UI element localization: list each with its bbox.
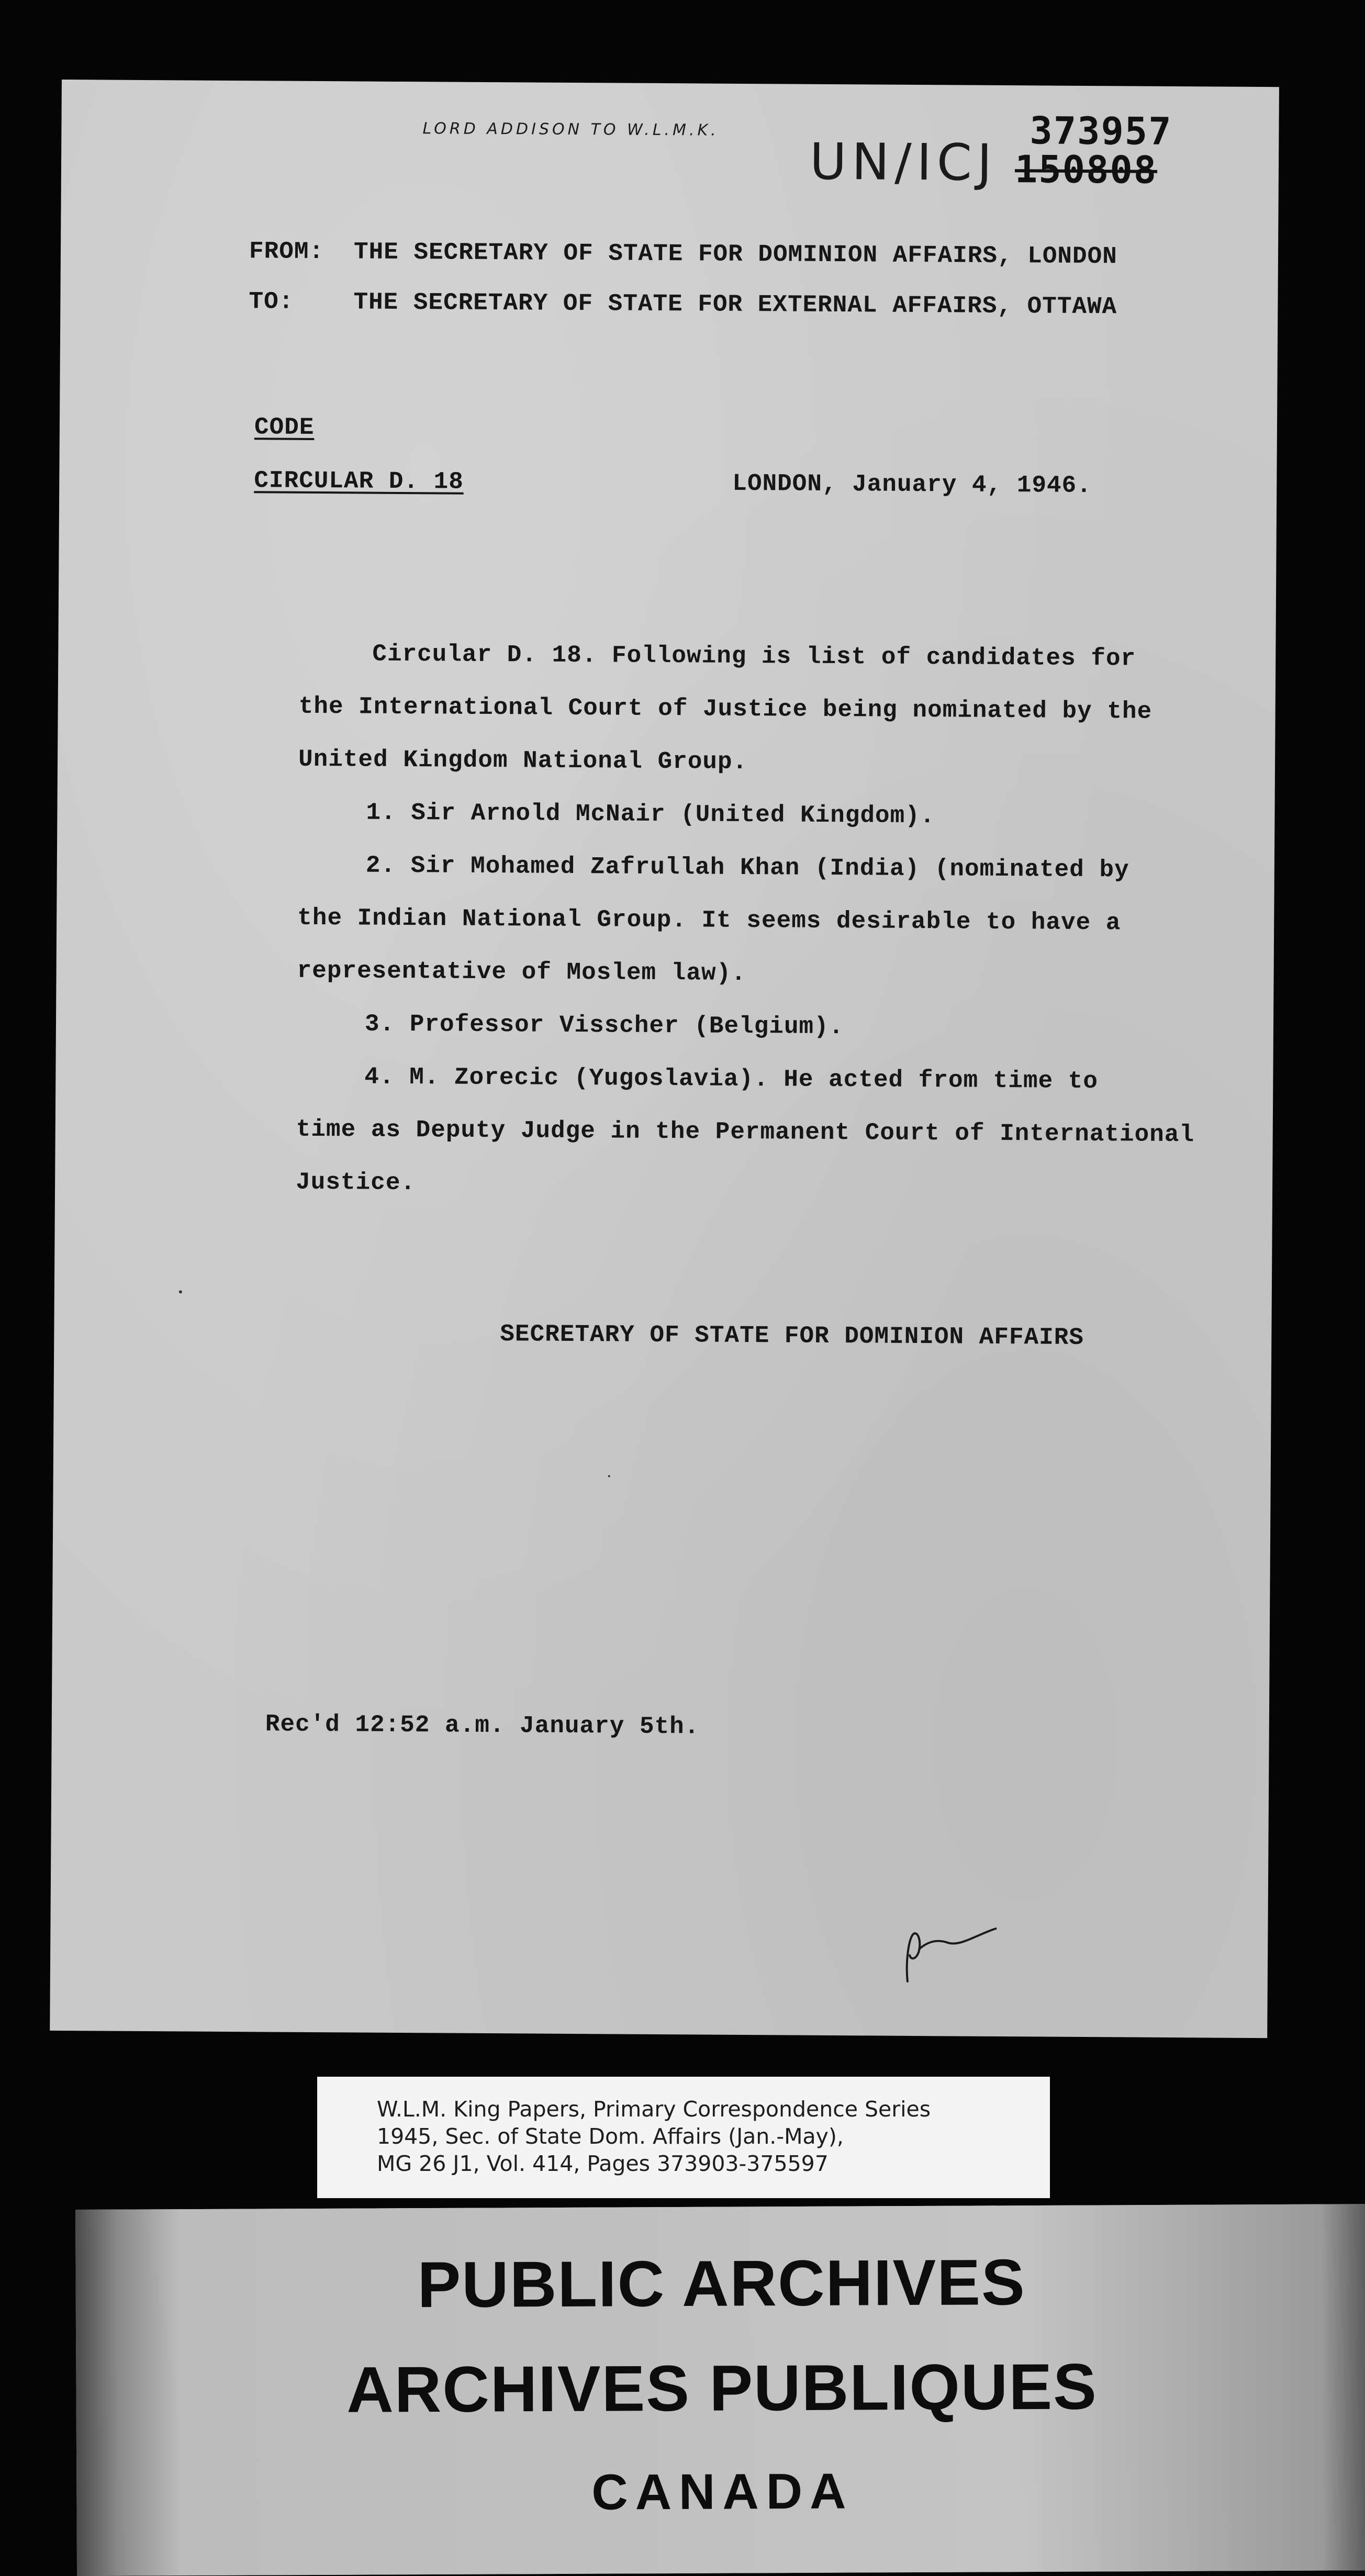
stamp-number: 373957 — [1030, 108, 1172, 153]
paper-speck — [179, 1290, 182, 1293]
archives-title-en: PUBLIC ARCHIVES — [417, 2246, 1026, 2322]
label-line: MG 26 J1, Vol. 414, Pages 373903-375597 — [377, 2151, 829, 2176]
letter-body — [296, 628, 1198, 1214]
archive-reference-label — [317, 2077, 1050, 2198]
label-line: W.L.M. King Papers, Primary Correspondence Series — [377, 2097, 931, 2122]
candidate-item-cont: the Indian National Group. It seems desirable to have a — [297, 904, 1121, 937]
candidate-item: 4. M. Zorecic (Yugoslavia). He acted from time to — [364, 1063, 1099, 1095]
circular-reference: CIRCULAR D. 18 — [254, 467, 464, 496]
public-archives-card — [75, 2204, 1365, 2576]
letter-sheet — [50, 80, 1279, 2038]
to-value: THE SECRETARY OF STATE FOR EXTERNAL AFFAIRS, OTTAWA — [353, 288, 1117, 321]
candidate-item-cont: time as Deputy Judge in the Permanent Court of International — [296, 1115, 1195, 1149]
from-value: THE SECRETARY OF STATE FOR DOMINION AFFAIRS, LONDON — [353, 238, 1117, 271]
body-line: United Kingdom National Group. — [298, 745, 748, 776]
label-line: 1945, Sec. of State Dom. Affairs (Jan.-May), — [377, 2124, 844, 2149]
candidate-item: 1. Sir Arnold McNair (United Kingdom). — [366, 799, 935, 830]
handwritten-annotation: LORD ADDISON TO W.L.M.K. — [422, 119, 719, 140]
code-heading: CODE — [254, 413, 315, 441]
place-date: LONDON, January 4, 1946. — [732, 469, 1092, 500]
paper-speck — [608, 1475, 610, 1477]
candidate-item-cont: Justice. — [295, 1168, 416, 1197]
archives-country: CANADA — [591, 2463, 854, 2521]
archives-title-fr: ARCHIVES PUBLIQUES — [346, 2350, 1098, 2426]
handwritten-reference: UN/ICJ — [809, 132, 998, 192]
candidate-item-cont: representative of Moslem law). — [297, 957, 746, 988]
candidate-item: 3. Professor Visscher (Belgium). — [364, 1010, 844, 1041]
candidate-item: 2. Sir Mohamed Zafrullah Khan (India) (nominated by — [365, 852, 1129, 884]
handwritten-initials-icon — [898, 1919, 1003, 1992]
from-label: FROM: — [249, 238, 325, 266]
to-label: TO: — [249, 288, 294, 316]
body-line: Circular D. 18. Following is list of candidates for — [372, 640, 1136, 673]
stamp-number-struck: 150808 — [1014, 147, 1158, 192]
body-line: the International Court of Justice being nominated by the — [298, 692, 1153, 725]
signature-line: SECRETARY OF STATE FOR DOMINION AFFAIRS — [500, 1320, 1084, 1351]
received-note: Rec'd 12:52 a.m. January 5th. — [265, 1710, 700, 1741]
